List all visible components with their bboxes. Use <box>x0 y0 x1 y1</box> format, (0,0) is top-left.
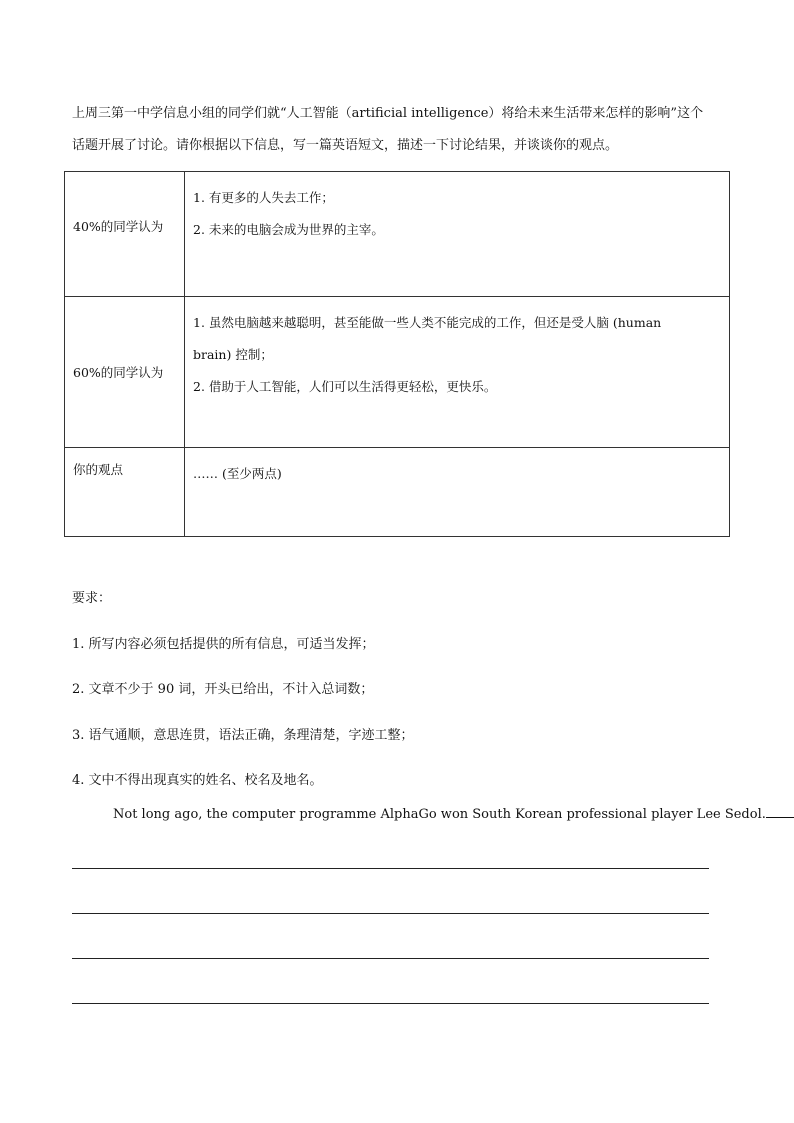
discussion-table <box>64 171 730 537</box>
list-item: brain) 控制； <box>193 347 273 362</box>
row-content[interactable] <box>185 448 730 537</box>
instructions-line-2: 话题开展了讨论。请你根据以下信息，写一篇英语短文，描述一下讨论结果，并谈谈你的观点。 <box>72 138 619 153</box>
writing-line[interactable] <box>72 913 709 914</box>
requirement-item: 1. 所写内容必须包括提供的所有信息，可适当发挥； <box>72 636 375 652</box>
writing-line[interactable] <box>72 868 709 869</box>
table-row <box>65 448 730 537</box>
instructions-line-1: 上周三第一中学信息小组的同学们就“人工智能（artificial intelligence）将给未来生活带来怎样的影响”这个 <box>72 106 704 121</box>
table-row <box>65 297 730 448</box>
requirements <box>72 576 414 804</box>
essay-opening-text: Not long ago, the computer programme AlphaGo won South Korean professional player Lee Sedol. <box>113 807 766 822</box>
requirement-item: 3. 语气通顺，意思连贯，语法正确，条理清楚，字迹工整； <box>72 727 414 743</box>
requirement-item: 4. 文中不得出现真实的姓名、校名及地名。 <box>72 773 323 788</box>
table-row <box>65 172 730 297</box>
list-item: 2. 借助于人工智能，人们可以生活得更轻松，更快乐。 <box>193 379 497 394</box>
requirements-heading: 要求： <box>72 591 112 606</box>
row-label: 40%的同学认为 <box>65 172 185 297</box>
writing-line[interactable] <box>72 958 709 959</box>
writing-blank[interactable] <box>766 805 794 818</box>
row-label: 60%的同学认为 <box>65 297 185 448</box>
row-label: 你的观点 <box>65 448 185 537</box>
list-item: 2. 未来的电脑会成为世界的主宰。 <box>193 222 384 237</box>
requirement-item: 2. 文章不少于 90 词，开头已给出，不计入总词数； <box>72 682 374 697</box>
writing-line[interactable] <box>72 1003 709 1004</box>
task-instructions <box>72 98 732 162</box>
list-item: 1. 有更多的人失去工作； <box>193 190 334 205</box>
row-content <box>185 172 730 297</box>
list-item: …… (至少两点) <box>193 466 282 481</box>
list-item: 1. 虽然电脑越来越聪明，甚至能做一些人类不能完成的工作，但还是受人脑 (human <box>193 315 662 330</box>
row-content <box>185 297 730 448</box>
essay-opening <box>113 805 794 822</box>
